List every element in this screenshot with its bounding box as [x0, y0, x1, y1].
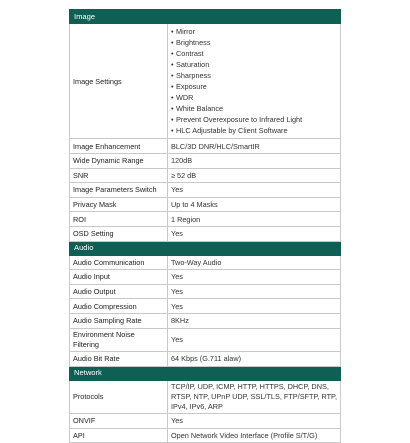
section-header-network	[70, 366, 341, 380]
section-header-image	[70, 10, 341, 24]
spec-row-environment-noise-filtering	[70, 328, 341, 351]
spec-row-api	[70, 428, 341, 443]
spec-label: Audio Bit Rate	[70, 352, 168, 367]
list-item	[171, 103, 337, 114]
spec-value: Yes	[168, 284, 341, 299]
spec-label: Protocols	[70, 380, 168, 414]
spec-value: Yes	[168, 227, 341, 242]
bullet-icon: •	[171, 126, 174, 136]
spec-value: Yes	[168, 183, 341, 198]
spec-row-audio-bit-rate	[70, 352, 341, 367]
list-item-text: White Balance	[176, 104, 224, 114]
spec-table	[69, 9, 341, 443]
bullet-icon: •	[171, 104, 174, 114]
spec-label: Audio Output	[70, 284, 168, 299]
spec-label: Audio Compression	[70, 299, 168, 314]
spec-row-image-settings	[70, 24, 341, 139]
spec-label: Audio Input	[70, 270, 168, 285]
spec-value-line: IPv4, IPv6, ARP	[171, 402, 223, 411]
bullet-icon: •	[171, 49, 174, 59]
spec-row-snr	[70, 168, 341, 183]
list-item	[171, 114, 337, 125]
list-item-text: Contrast	[176, 49, 204, 59]
spec-label: Image Settings	[70, 24, 168, 139]
spec-label: Privacy Mask	[70, 197, 168, 212]
spec-row-audio-input	[70, 270, 341, 285]
spec-value: 1 Region	[168, 212, 341, 227]
spec-row-audio-compression	[70, 299, 341, 314]
spec-row-image-parameters-switch	[70, 183, 341, 198]
spec-value	[168, 24, 341, 139]
spec-row-roi	[70, 212, 341, 227]
spec-value: Two-Way Audio	[168, 255, 341, 270]
list-item-text: Exposure	[176, 82, 207, 92]
spec-label: Audio Communication	[70, 255, 168, 270]
spec-value: 120dB	[168, 154, 341, 169]
list-item-text: Sharpness	[176, 71, 211, 81]
spec-value: 8KHz	[168, 314, 341, 329]
spec-label: API	[70, 428, 168, 443]
spec-label: Wide Dynamic Range	[70, 154, 168, 169]
spec-row-image-enhancement	[70, 139, 341, 154]
list-item	[171, 37, 337, 48]
spec-row-audio-communication	[70, 255, 341, 270]
bullet-icon: •	[171, 71, 174, 81]
spec-label: OSD Setting	[70, 227, 168, 242]
spec-value: Open Network Video Interface (Profile S/T/G)	[168, 428, 341, 443]
spec-row-osd-setting	[70, 227, 341, 242]
spec-label: Image Enhancement	[70, 139, 168, 154]
bullet-icon: •	[171, 27, 174, 36]
bullet-icon: •	[171, 82, 174, 92]
spec-value: 64 Kbps (G.711 alaw)	[168, 352, 341, 367]
spec-label: SNR	[70, 168, 168, 183]
section-title: Image	[70, 10, 341, 24]
spec-label-line: Environment Noise	[73, 329, 135, 339]
bullet-icon: •	[171, 93, 174, 103]
spec-row-audio-sampling-rate	[70, 314, 341, 329]
list-item	[171, 125, 337, 136]
spec-value: Up to 4 Masks	[168, 197, 341, 212]
spec-value: Yes	[168, 328, 341, 351]
list-item-text: Mirror	[176, 27, 196, 36]
list-item	[171, 70, 337, 81]
spec-row-protocols	[70, 380, 341, 414]
bullet-icon: •	[171, 115, 174, 125]
list-item-text: Prevent Overexposure to Infrared Light	[176, 115, 303, 125]
spec-value: BLC/3D DNR/HLC/SmartIR	[168, 139, 341, 154]
spec-row-audio-output	[70, 284, 341, 299]
spec-label: ONVIF	[70, 414, 168, 429]
spec-value: Yes	[168, 270, 341, 285]
section-header-audio	[70, 241, 341, 255]
list-item	[171, 59, 337, 70]
feature-list	[171, 25, 337, 137]
section-title: Audio	[70, 241, 341, 255]
list-item-text: HLC Adjustable by Client Software	[176, 126, 288, 136]
list-item-text: Saturation	[176, 60, 210, 70]
list-item	[171, 81, 337, 92]
spec-label: Audio Sampling Rate	[70, 314, 168, 329]
section-title: Network	[70, 366, 341, 380]
list-item-text: Brightness	[176, 38, 211, 48]
spec-label: ROI	[70, 212, 168, 227]
bullet-icon: •	[171, 38, 174, 48]
list-item	[171, 48, 337, 59]
spec-value: Yes	[168, 299, 341, 314]
spec-row-onvif	[70, 414, 341, 429]
spec-value-line: TCP/IP, UDP, ICMP, HTTP, HTTPS, DHCP, DNS,	[171, 381, 329, 391]
spec-value	[168, 380, 341, 414]
spec-row-privacy-mask	[70, 197, 341, 212]
spec-value: ≥ 52 dB	[168, 168, 341, 183]
spec-value-line: RTSP, NTP, UPnP UDP, SSL/TLS, FTP/SFTP, RTP,	[171, 391, 338, 401]
spec-row-wide-dynamic-range	[70, 154, 341, 169]
spec-label	[70, 328, 168, 351]
spec-label: Image Parameters Switch	[70, 183, 168, 198]
list-item	[171, 92, 337, 103]
bullet-icon: •	[171, 60, 174, 70]
spec-label-line: Filtering	[73, 339, 99, 349]
list-item	[171, 26, 337, 37]
spec-value: Yes	[168, 414, 341, 429]
list-item-text: WDR	[176, 93, 194, 103]
